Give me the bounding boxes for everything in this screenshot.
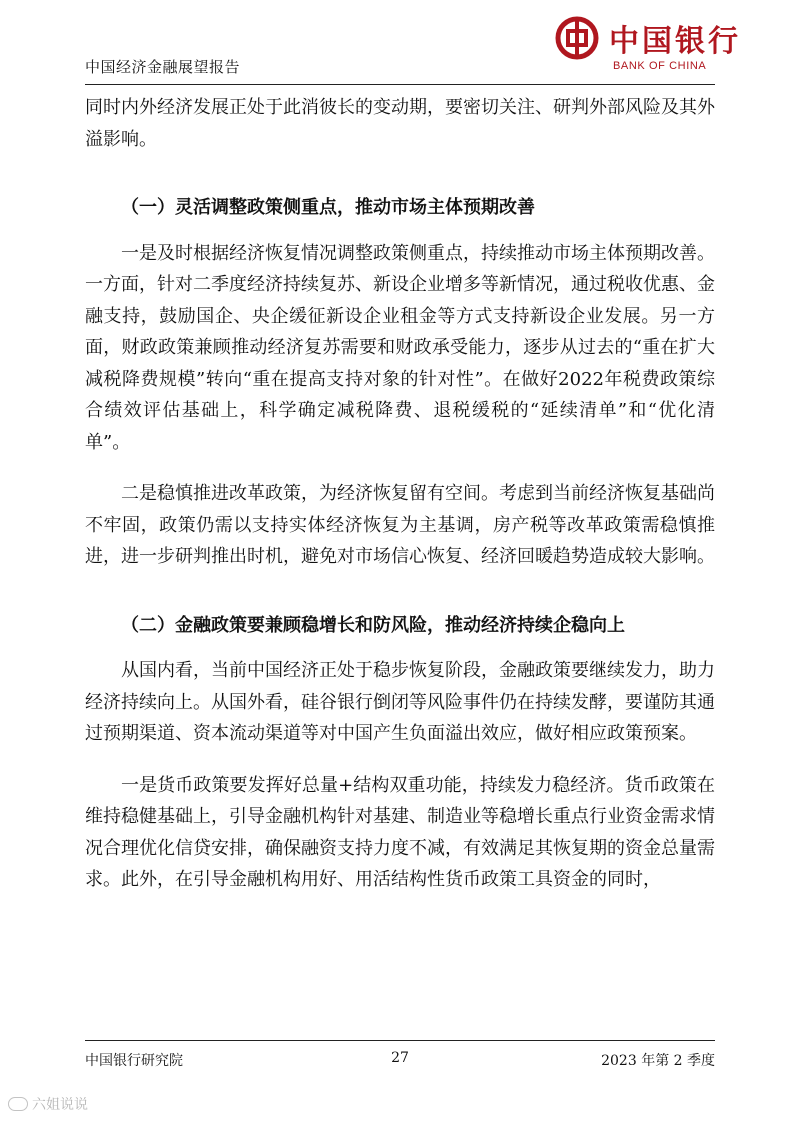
footer-divider <box>85 1040 715 1041</box>
report-body <box>85 92 715 896</box>
page-number: 27 <box>391 1050 409 1066</box>
paragraph: 一是货币政策要发挥好总量+结构双重功能，持续发力稳经济。货币政策在维持稳健基础上，引导金融机构针对基建、制造业等稳增长重点行业资金需求情况合理优化信贷安排，确保融资支持力度不减，有效满足其恢复期的资金总量需求。此外，在引导金融机构用好、用活结构性货币政策工具资金的同时， <box>85 774 715 890</box>
section-heading-2: （二）金融政策要兼顾稳增长和防风险，推动经济持续企稳向上 <box>121 614 625 636</box>
watermark-icon <box>8 1097 28 1111</box>
logo-english-name: BANK OF CHINA <box>613 60 707 72</box>
bank-of-china-logo-icon <box>555 16 599 60</box>
paragraph: 从国内看，当前中国经济正处于稳步恢复阶段，金融政策要继续发力，助力经济持续向上。从国外看，硅谷银行倒闭等风险事件仍在持续发酵，要谨防其通过预期渠道、资本流动渠道等对中国产生负面溢出效应，做好相应政策预案。 <box>85 660 715 744</box>
bank-logo <box>555 14 741 76</box>
watermark-text: 六姐说说 <box>32 1097 88 1113</box>
section-heading-1: （一）灵活调整政策侧重点，推动市场主体预期改善 <box>121 197 535 218</box>
watermark <box>8 1094 88 1114</box>
header-divider <box>85 84 715 85</box>
paragraph: 二是稳慎推进改革政策，为经济恢复留有空间。考虑到当前经济恢复基础尚不牢固，政策仍需以支持实体经济恢复为主基调，房产税等改革政策需稳慎推进，进一步研判推出时机，避免对市场信心恢复、经济回暖趋势造成较大影响。 <box>85 483 715 567</box>
report-title: 中国经济金融展望报告 <box>85 58 241 76</box>
paragraph-continued: 同时内外经济发展正处于此消彼长的变动期，要密切关注、研判外部风险及其外溢影响。 <box>85 97 715 150</box>
page-header <box>85 0 741 82</box>
logo-chinese-name: 中国银行 <box>609 24 741 59</box>
paragraph: 一是及时根据经济恢复情况调整政策侧重点，持续推动市场主体预期改善。一方面，针对二季度经济持续复苏、新设企业增多等新情况，通过税收优惠、金融支持，鼓励国企、央企缓征新设企业租金等方式支持新设企业发展。另一方面，财政政策兼顾推动经济复苏需要和财政承受能力，逐步从过去的“重在扩大减税降费规模”转向“重在提高支持对象的针对性”。在做好2022年税费政策综合绩效评估基础上，科学确定减税降费、退税缓税的“延续清单”和“优化清单”。 <box>85 242 715 453</box>
footer-period: 2023 年第 2 季度 <box>601 1053 715 1069</box>
footer-institute: 中国银行研究院 <box>85 1053 183 1069</box>
